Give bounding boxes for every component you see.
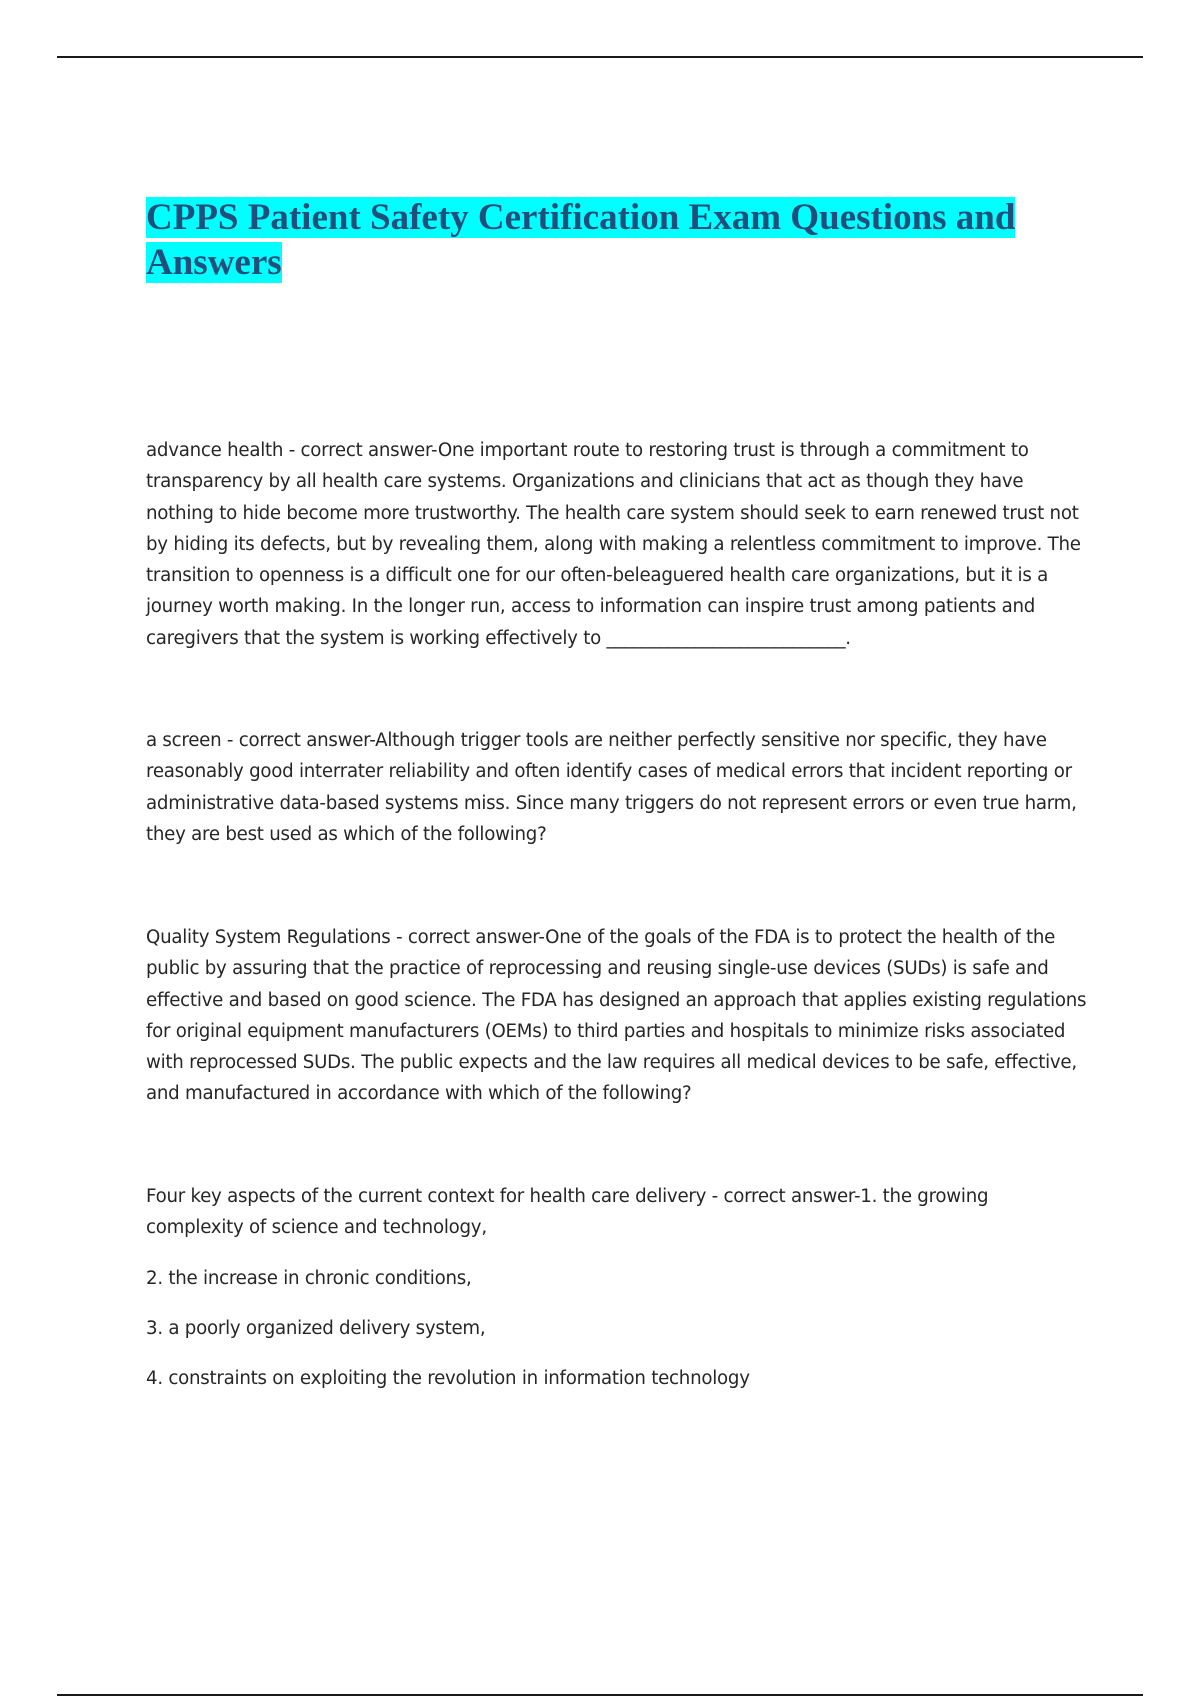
footer-rule (57, 1694, 1143, 1696)
header-rule (57, 56, 1143, 58)
title-block (146, 195, 1046, 285)
answer-list-item: 3. a poorly organized delivery system, (146, 1317, 486, 1339)
qa-entry (146, 1181, 1091, 1394)
answer-list-item: 4. constraints on exploiting the revolution in information technology (146, 1368, 750, 1390)
qa-entry (146, 725, 1091, 850)
qa-entry (146, 922, 1091, 1110)
qa-entry-text: Quality System Regulations - correct answer-One of the goals of the FDA is to protect the health of the public by assuring that the practice of reprocessing and reusing single-use devices (SUDs) is safe and effective and based on good science. The FDA has designed an approach that applies existing regulations for original equipment manufacturers (OEMs) to third parties and hospitals to minimize risks associated with reprocessed SUDs. The public expects and the law requires all medical devices to be safe, effective, and manufactured in accordance with which of the following? (146, 927, 1087, 1105)
title-highlight: CPPS Patient Safety Certification Exam Questions and Answers (146, 197, 1016, 283)
qa-entry-text: advance health - correct answer-One important route to restoring trust is through a commitment to transparency by all health care systems. Organizations and clinicians that act as though they have nothing to hide become more trustworthy. The health care system should seek to earn renewed trust not by hiding its defects, but by revealing them, along with making a relentless commitment to improve. The transition to openness is a difficult one for our often-beleaguered health care organizations, but it is a journey worth making. In the longer run, access to information can inspire trust among patients and caregivers that the system is working effectively to ___________________________. (146, 440, 1081, 649)
document-title (146, 195, 1046, 285)
qa-entry-text: a screen - correct answer-Although trigger tools are neither perfectly sensitive nor specific, they have reasonably good interrater reliability and often identify cases of medical errors that incident reporting or administrative data-based systems miss. Since many triggers do not represent errors or even true harm, they are best used as which of the following? (146, 730, 1077, 845)
answer-list-item: 2. the increase in chronic conditions, (146, 1267, 472, 1289)
qa-entry (146, 435, 1091, 654)
qa-entry-text: Four key aspects of the current context for health care delivery - correct answer-1. the growing complexity of science and technology, (146, 1186, 989, 1239)
